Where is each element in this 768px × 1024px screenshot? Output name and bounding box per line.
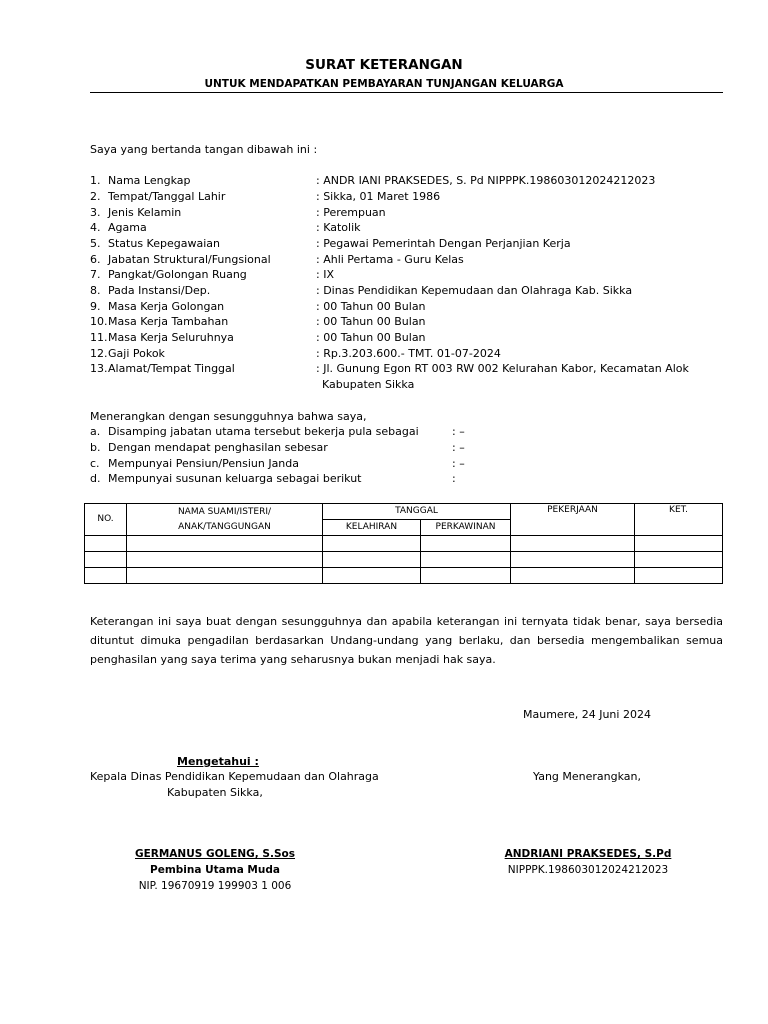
signer-left-position: Kepala Dinas Pendidikan Kepemudaan dan Olahraga: [90, 770, 379, 783]
signer-left-name: GERMANUS GOLENG, S.Sos: [134, 848, 296, 860]
document-title: SURAT KETERANGAN: [305, 57, 463, 73]
statement-paragraph: Keterangan ini saya buat dengan sesungguhnya dan apabila keterangan ini ternyata tidak benar, saya bersedia dituntut dimuka pengadilan berdasarkan Undang-undang yang berlaku, dan bersedia mengembalikan semua penghasilan yang saya terima yang seharusnya bukan menjadi hak saya.: [90, 615, 723, 666]
declaration-intro: Menerangkan dengan sesungguhnya bahwa saya,: [90, 410, 367, 423]
declarant-label: Yang Menerangkan,: [533, 770, 641, 783]
place-date: Maumere, 24 Juni 2024: [523, 708, 651, 721]
signer-right-name: ANDRIANI PRAKSEDES, S.Pd: [504, 848, 672, 860]
col-header-no: NO.: [85, 504, 127, 536]
table-row: [85, 552, 723, 568]
signer-left-position-2: Kabupaten Sikka,: [167, 786, 263, 799]
header-rule: [90, 92, 723, 93]
family-table: [84, 503, 723, 584]
col-header-note: KET.: [635, 504, 723, 536]
signer-right-nip: NIPPPK.198603012024212023: [507, 864, 669, 876]
table-row: [85, 536, 723, 552]
intro-text: Saya yang bertanda tangan dibawah ini :: [90, 143, 318, 156]
signer-left-nip: NIP. 19670919 199903 1 006: [138, 880, 292, 892]
col-header-date: TANGGAL: [323, 504, 511, 520]
col-header-marriage: PERKAWINAN: [421, 520, 511, 536]
document-subtitle: UNTUK MENDAPATKAN PEMBAYARAN TUNJANGAN KELUARGA: [204, 78, 564, 90]
col-header-job: PEKERJAAN: [511, 504, 635, 536]
col-header-name: NAMA SUAMI/ISTERI/ ANAK/TANGGUNGAN: [127, 504, 323, 536]
signer-left-rank: Pembina Utama Muda: [150, 864, 280, 876]
col-header-birth: KELAHIRAN: [323, 520, 421, 536]
known-by-label: Mengetahui :: [177, 755, 259, 768]
address-continuation: Kabupaten Sikka: [322, 378, 415, 391]
table-row: [85, 568, 723, 584]
